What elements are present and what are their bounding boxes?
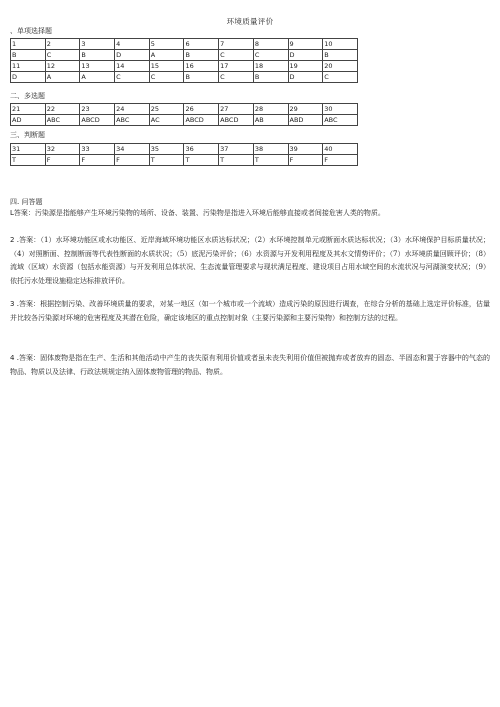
table-cell: ABCD — [219, 115, 254, 126]
table-cell: ABCD — [184, 115, 219, 126]
table-cell: AC — [149, 115, 184, 126]
table-cell: 39 — [288, 144, 323, 155]
answer-paragraph-3 — [10, 298, 490, 325]
table-cell: 10 — [323, 39, 358, 50]
table-cell: 17 — [219, 61, 254, 72]
answer-number: 3 — [10, 300, 15, 308]
table-row — [11, 155, 358, 166]
table-cell: B — [253, 72, 288, 83]
table-cell: C — [323, 72, 358, 83]
table-cell: C — [115, 72, 150, 83]
table-cell: 25 — [149, 104, 184, 115]
table-cell: D — [288, 50, 323, 61]
table-cell: 32 — [45, 144, 80, 155]
table-row — [11, 50, 358, 61]
table-cell: 9 — [288, 39, 323, 50]
table-cell: 23 — [80, 104, 115, 115]
table-cell: ABD — [288, 115, 323, 126]
table-cell: AD — [11, 115, 46, 126]
table-cell: 13 — [80, 61, 115, 72]
table-cell: 11 — [11, 61, 46, 72]
table-cell: ABCD — [80, 115, 115, 126]
table-cell: 18 — [253, 61, 288, 72]
answer-number: 4 — [10, 354, 15, 362]
table-cell: 15 — [149, 61, 184, 72]
table-cell: B — [184, 72, 219, 83]
table-cell: 28 — [253, 104, 288, 115]
answer-text: .答案：固体废物是指在生产、生活和其他活动中产生的丧失原有利用价值或者虽未丧失利用价值但被抛弃或者放弃的固态、半固态和置于容器中的气态的物品、物质以及法律、行政法规规定纳入固体废物管理的物品、物质。 — [10, 354, 490, 376]
answer-number: 2 — [10, 236, 15, 244]
table-cell: B — [80, 50, 115, 61]
section-qa-heading: 四. 问答题 — [10, 198, 43, 206]
table-cell: A — [45, 72, 80, 83]
table-cell: 26 — [184, 104, 219, 115]
table-cell: T — [253, 155, 288, 166]
table-cell: 19 — [288, 61, 323, 72]
table-cell: 14 — [115, 61, 150, 72]
table-cell: 40 — [323, 144, 358, 155]
table-cell: 33 — [80, 144, 115, 155]
table-cell: 20 — [323, 61, 358, 72]
table-cell: 22 — [45, 104, 80, 115]
table-cell: T — [219, 155, 254, 166]
table-cell: T — [11, 155, 46, 166]
table-row — [11, 72, 358, 83]
table-cell: 37 — [219, 144, 254, 155]
table-cell: 35 — [149, 144, 184, 155]
table-cell: F — [115, 155, 150, 166]
table-cell: F — [323, 155, 358, 166]
answer-paragraph-4 — [10, 352, 490, 379]
section-multi-choice-heading: 二、多选题 — [10, 92, 45, 100]
table-cell: C — [219, 50, 254, 61]
single-choice-answer-table — [10, 38, 358, 83]
table-row — [11, 144, 358, 155]
table-cell: 27 — [219, 104, 254, 115]
table-cell: AB — [253, 115, 288, 126]
table-cell: C — [253, 50, 288, 61]
table-cell: 1 — [11, 39, 46, 50]
section-true-false-heading: 三、判断题 — [10, 131, 45, 139]
document-title: 环境质量评价 — [226, 17, 274, 26]
table-row — [11, 39, 358, 50]
table-cell: 30 — [323, 104, 358, 115]
table-cell: F — [80, 155, 115, 166]
table-cell: 21 — [11, 104, 46, 115]
table-row — [11, 104, 358, 115]
table-cell: ABC — [115, 115, 150, 126]
table-cell: C — [45, 50, 80, 61]
table-cell: 24 — [115, 104, 150, 115]
table-cell: 36 — [184, 144, 219, 155]
table-cell: B — [323, 50, 358, 61]
multi-choice-answer-table — [10, 103, 358, 126]
section-single-choice-heading: 、单项选择题 — [10, 27, 52, 35]
table-cell: D — [115, 50, 150, 61]
table-cell: 12 — [45, 61, 80, 72]
table-cell: ABC — [323, 115, 358, 126]
table-cell: B — [184, 50, 219, 61]
table-cell: C — [219, 72, 254, 83]
table-cell: A — [149, 50, 184, 61]
table-cell: 4 — [115, 39, 150, 50]
answer-paragraph-1 — [10, 207, 490, 221]
table-cell: F — [45, 155, 80, 166]
table-cell: A — [80, 72, 115, 83]
table-cell: 34 — [115, 144, 150, 155]
table-cell: D — [11, 72, 46, 83]
table-cell: C — [149, 72, 184, 83]
table-cell: ABC — [45, 115, 80, 126]
table-row — [11, 61, 358, 72]
table-cell: 7 — [219, 39, 254, 50]
table-cell: 29 — [288, 104, 323, 115]
table-cell: D — [288, 72, 323, 83]
table-cell: T — [149, 155, 184, 166]
answer-paragraph-2 — [10, 234, 490, 288]
table-row — [11, 115, 358, 126]
table-cell: 31 — [11, 144, 46, 155]
table-cell: B — [11, 50, 46, 61]
answer-text: .答案：（1）水环境功能区或水功能区、近岸海域环境功能区水质达标状况；（2）水环境控制单元或断面水质达标状况；（3）水环境保护目标质量状况；（4）对照断面、控制断面等代表性断面的水质状况；（5）底泥污染评价；（6）水资源与开发利用程度及其水文情势评价；（7）水环境质量回顾评价；（8）流域（区域）水资源（包括水能资源）与开发利用总体状况、生态流量管理要求与现状满足程度、建设项目占用水域空间的水流状况与河湖演变状况；（9）依托污水处理设施稳定达标排放评价。 — [10, 236, 490, 285]
table-cell: T — [184, 155, 219, 166]
table-cell: 8 — [253, 39, 288, 50]
table-cell: 5 — [149, 39, 184, 50]
table-cell: 6 — [184, 39, 219, 50]
table-cell: 3 — [80, 39, 115, 50]
table-cell: 38 — [253, 144, 288, 155]
table-cell: 2 — [45, 39, 80, 50]
table-cell: 16 — [184, 61, 219, 72]
answer-text: .答案：根据控制污染、改善环境质量的要求，对某一地区（如一个城市或一个流域）造成污染的原因进行调查，在综合分析的基础上选定评价标准，估量并比较各污染源对环境的危害程度及其潜在危险，确定该地区的重点控制对象（主要污染源和主要污染物）和控制方法的过程。 — [10, 300, 490, 322]
true-false-answer-table — [10, 143, 358, 166]
table-cell: F — [288, 155, 323, 166]
answer-text: 答案：污染源是指能够产生环境污染物的场所、设备、装置、污染物是指进入环境后能够直接或者间接危害人类的物质。 — [13, 209, 385, 217]
answer-number: L — [10, 209, 14, 217]
